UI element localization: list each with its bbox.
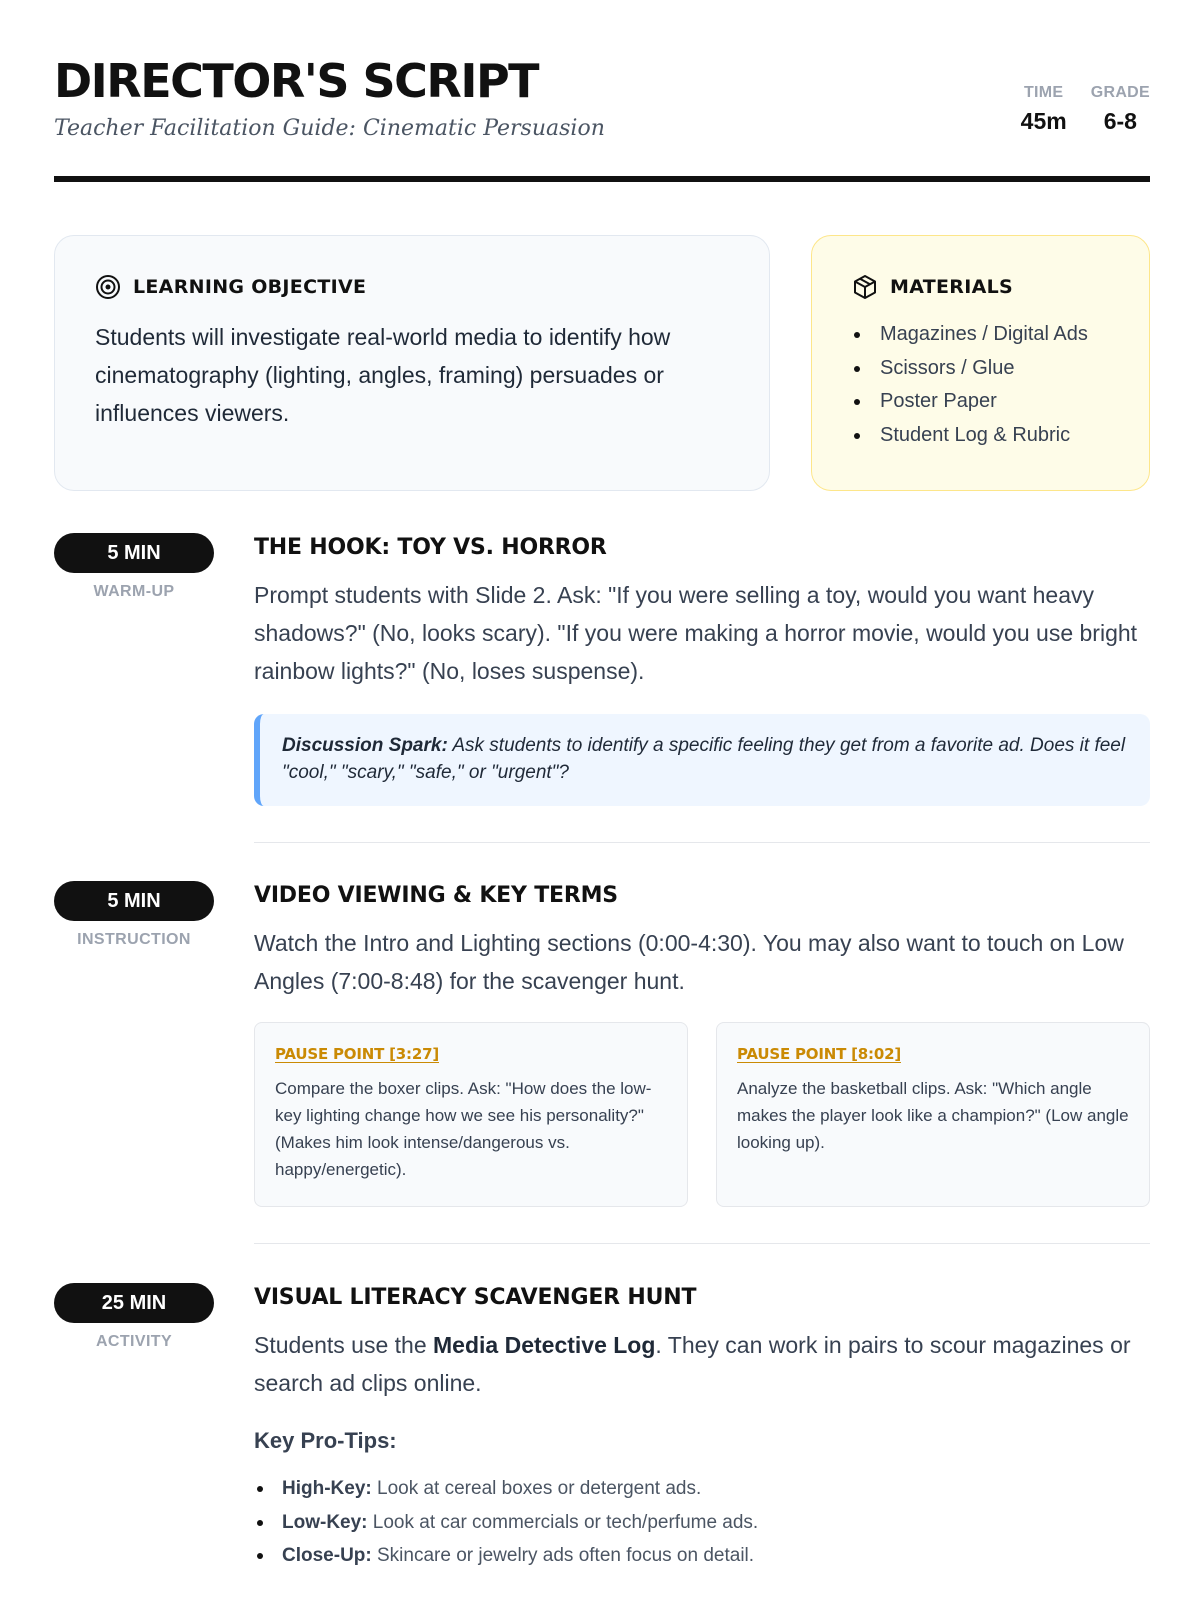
pro-tip-item [254, 1539, 1150, 1573]
pro-tip-item [254, 1472, 1150, 1506]
page-subtitle: Teacher Facilitation Guide: Cinematic Persuasion [54, 116, 605, 141]
section-body: Prompt students with Slide 2. Ask: "If you were selling a toy, would you want heavy shadows?" (No, looks scary). "If you were making a horror movie, would you use bright rainbow lights?" (No, loses suspense). [254, 582, 1138, 684]
pause-point-text: Compare the boxer clips. Ask: "How does the low-key lighting change how we see his personality?" (Makes him look intense/dangerous vs. happy/energetic). [275, 1079, 652, 1179]
facilitation-guide-page [54, 0, 1150, 1566]
section-divider [254, 842, 1150, 843]
section-title: THE HOOK: TOY VS. HORROR [254, 535, 607, 560]
section-content [254, 533, 1150, 806]
phase-label: ACTIVITY [95, 1333, 173, 1350]
pause-point-card [254, 1022, 688, 1207]
materials-item: Student Log & Rubric [852, 419, 1109, 453]
phase-label: INSTRUCTION [77, 931, 191, 948]
pause-point-label: PAUSE POINT [8:02] [737, 1045, 901, 1063]
tip-text: Skincare or jewelry ads often focus on detail. [371, 1545, 755, 1566]
pro-tip-item [254, 1506, 1150, 1540]
tip-term: Low-Key: [282, 1511, 368, 1533]
objective-text: Students will investigate real-world media to identify how cinematography (lighting, angles, framing) persuades or influences viewers. [95, 324, 671, 426]
time-badge: 5 MIN [54, 533, 214, 573]
learning-objective-card [54, 235, 770, 491]
pause-point-label: PAUSE POINT [3:27] [275, 1045, 439, 1063]
pause-point-card [716, 1022, 1150, 1207]
pause-points [254, 1022, 1150, 1207]
section-timing [54, 533, 214, 601]
pro-tips-heading: Key Pro-Tips: [254, 1428, 397, 1453]
section-divider [254, 1243, 1150, 1244]
spark-label: Discussion Spark: [282, 735, 448, 756]
phase-label: WARM-UP [93, 583, 175, 600]
box-icon [852, 274, 878, 300]
section-content [254, 881, 1150, 1207]
body-text: . They can work in pairs to scour magazines or search ad clips online. [254, 1332, 1131, 1396]
materials-item: Poster Paper [852, 385, 1109, 419]
section-body: Watch the Intro and Lighting sections (0:00-4:30). You may also want to touch on Low Angles (7:00-8:48) for the scavenger hunt. [254, 930, 1124, 994]
section-timing [54, 1283, 214, 1351]
media-detective-log-ref: Media Detective Log [433, 1332, 656, 1358]
tip-text: Look at car commercials or tech/perfume ads. [367, 1511, 759, 1533]
grade-value: 6-8 [1103, 108, 1137, 134]
grade-label: GRADE [1090, 84, 1150, 101]
pro-tips-list [254, 1472, 1150, 1573]
materials-item: Scissors / Glue [852, 352, 1109, 386]
time-meta [1021, 84, 1067, 135]
time-badge: 5 MIN [54, 881, 214, 921]
objective-heading: LEARNING OBJECTIVE [133, 276, 367, 298]
body-text: Students use the [254, 1332, 434, 1358]
section-title: VIDEO VIEWING & KEY TERMS [254, 883, 618, 908]
materials-heading: MATERIALS [890, 276, 1013, 298]
section-content [254, 1283, 1150, 1573]
time-label: TIME [1023, 84, 1064, 101]
tip-term: High-Key: [282, 1478, 372, 1499]
overview-cards [54, 235, 1150, 491]
discussion-spark-callout [254, 714, 1150, 806]
materials-card [811, 235, 1150, 491]
time-badge: 25 MIN [54, 1283, 214, 1323]
materials-item: Magazines / Digital Ads [852, 318, 1109, 352]
tip-term: Close-Up: [282, 1545, 372, 1566]
objective-header [95, 274, 729, 300]
section-timing [54, 881, 214, 949]
spark-text: Ask students to identify a specific feeling they get from a favorite ad. Does it feel "cool," "scary," "safe," or "urgent"? [282, 735, 1126, 783]
materials-header [852, 274, 1109, 300]
lesson-meta [1021, 84, 1150, 135]
section-body [254, 1326, 1150, 1402]
grade-meta [1091, 84, 1150, 135]
pause-point-text: Analyze the basketball clips. Ask: "Which angle makes the player look like a champion?" (Low angle looking up). [737, 1079, 1129, 1152]
time-value: 45m [1020, 108, 1067, 134]
tip-text: Look at cereal boxes or detergent ads. [371, 1478, 702, 1499]
section-title: VISUAL LITERACY SCAVENGER HUNT [254, 1285, 697, 1310]
materials-list [852, 318, 1109, 452]
target-icon [95, 274, 121, 300]
page-title: DIRECTOR'S SCRIPT [54, 54, 539, 108]
page-header [54, 0, 1150, 182]
